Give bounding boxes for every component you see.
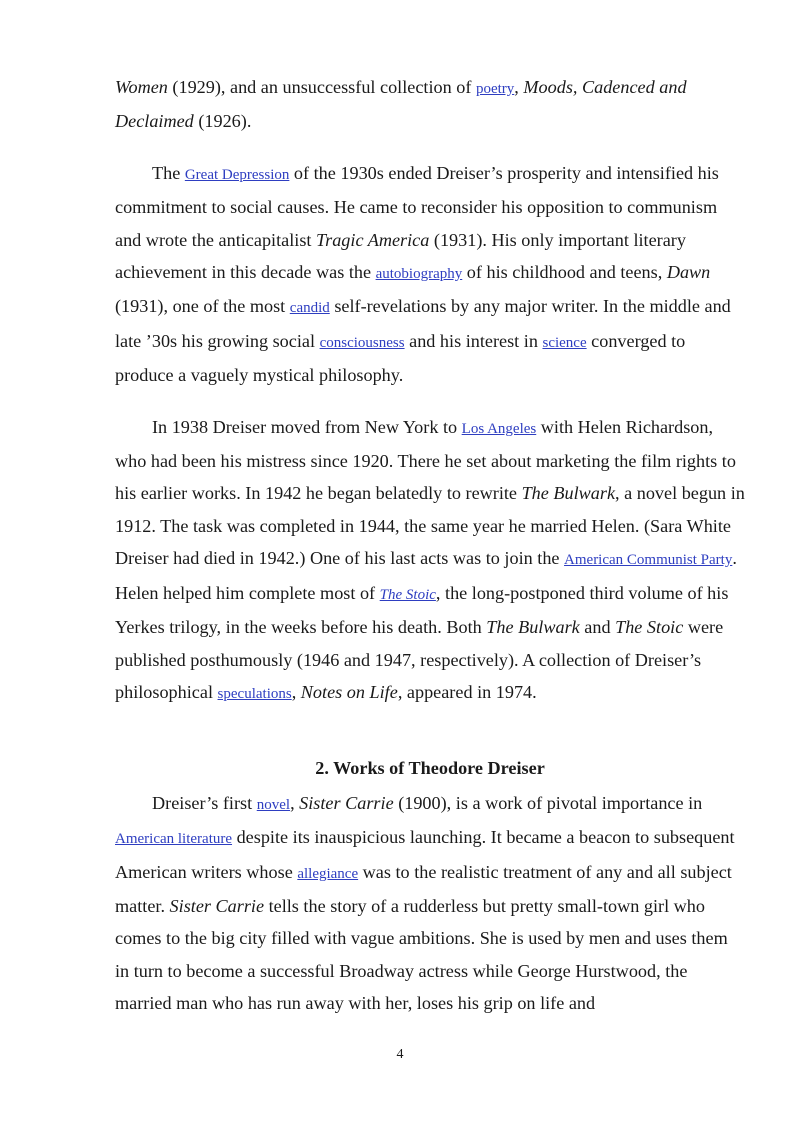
text: despite its inauspicious launching. It became a beacon to subsequent American writers whose xyxy=(115,827,735,882)
link-american-literature[interactable]: American literature xyxy=(115,831,233,848)
italic-title: Sister Carrie xyxy=(169,895,265,916)
text: (1931). His only important literary achievement in this decade was the xyxy=(115,229,686,283)
text: self-revelations by any major writer. In the middle and late ’30s his growing social xyxy=(115,296,731,351)
link-allegiance[interactable]: allegiance xyxy=(297,865,359,882)
italic-title: Moods, Cadenced and Declaimed xyxy=(115,77,687,132)
text: tells the story of a rudderless but pretty small-town girl who comes to the big city filled with vague ambitions. She is used by men and uses them in turn to become a successful Broadway actress while George Hurstwood, the married man who has run away with her, loses his grip on life and xyxy=(115,895,728,1014)
text: Dreiser’s first xyxy=(152,792,257,813)
italic-title: Sister Carrie xyxy=(299,792,394,813)
text: of the 1930s ended Dreiser’s prosperity and intensified his commitment to social causes. He came to reconsider his opposition to communism and wrote the anticapitalist xyxy=(115,162,719,250)
paragraph-3 xyxy=(115,411,745,711)
paragraph-4 xyxy=(115,787,745,1020)
text: converged to produce a vaguely mystical philosophy. xyxy=(115,330,686,386)
text: and his interest in xyxy=(404,330,543,351)
text: were published posthumously (1946 and 1947, respectively). A collection of Dreiser’s philosophical xyxy=(115,617,724,702)
link-autobiography[interactable]: autobiography xyxy=(375,266,463,283)
link-candid[interactable]: candid xyxy=(289,300,330,317)
text: In 1938 Dreiser moved from New York to xyxy=(152,416,462,437)
text: was to the realistic treatment of any and all subject matter. xyxy=(115,861,732,916)
link-science[interactable]: science xyxy=(542,334,587,351)
section-heading: 2. Works of Theodore Dreiser xyxy=(315,758,545,779)
link-los-angeles[interactable]: Los Angeles xyxy=(461,420,537,437)
italic-title: Women xyxy=(115,77,168,97)
text: of his childhood and teens, xyxy=(462,262,667,283)
text: with Helen Richardson, who had been his mistress since 1920. There he set about marketing the film rights to his earlier works. In 1942 he began belatedly to rewrite xyxy=(115,416,736,504)
text: , appeared in 1974. xyxy=(397,681,537,702)
italic-title: The Stoic xyxy=(615,617,684,638)
text: The xyxy=(152,162,185,183)
link-novel[interactable]: novel xyxy=(256,796,291,813)
text: , a novel begun in 1912. The task was completed in 1944, the same year he married Helen. (Sara White Dreiser had died in 1942.) One of his last acts was to join the xyxy=(115,483,745,569)
text: (1926). xyxy=(193,111,252,132)
text: , xyxy=(514,77,524,97)
text: (1931), one of the most xyxy=(115,296,290,317)
paragraph-2 xyxy=(115,157,745,392)
link-speculations[interactable]: speculations xyxy=(217,685,292,702)
page-number: 4 xyxy=(396,1047,404,1062)
link-great-depression[interactable]: Great Depression xyxy=(184,166,290,183)
italic-title: Tragic America xyxy=(316,229,430,250)
link-poetry[interactable]: poetry xyxy=(475,81,515,97)
link-american-communist-party[interactable]: American Communist Party xyxy=(564,552,733,569)
text: , the long-postponed third volume of his Yerkes trilogy, in the weeks before his death. Both xyxy=(115,582,729,638)
document-body xyxy=(115,71,745,1039)
italic-title: Dawn xyxy=(666,262,711,283)
link-the-stoic[interactable]: The Stoic xyxy=(379,586,436,603)
paragraph-1 xyxy=(115,71,745,138)
italic-title: Notes on Life xyxy=(300,681,398,702)
text: (1929), and an unsuccessful collection of xyxy=(167,77,476,97)
text: , xyxy=(291,681,301,702)
link-consciousness[interactable]: consciousness xyxy=(319,334,405,351)
text: . Helen helped him complete most of xyxy=(115,548,737,603)
text: , xyxy=(290,792,300,813)
text: and xyxy=(579,617,616,638)
italic-title: The Bulwark xyxy=(486,617,580,638)
text: (1900), is a work of pivotal importance in xyxy=(393,792,703,813)
italic-title: The Bulwark xyxy=(521,483,616,504)
